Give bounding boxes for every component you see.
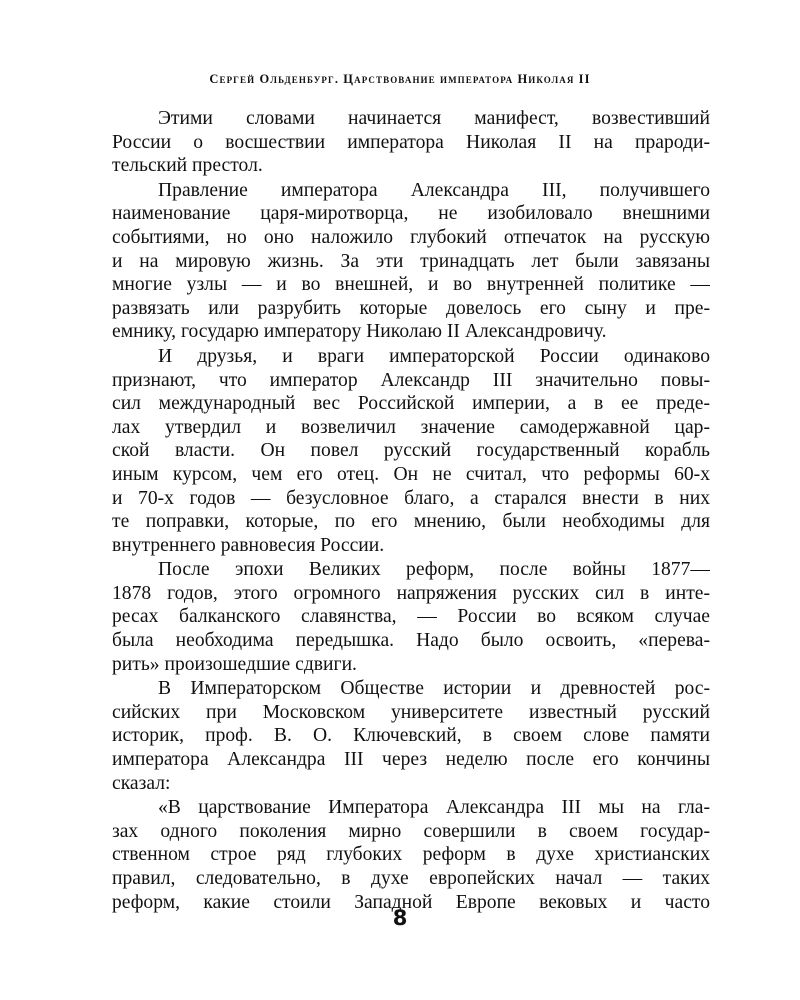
paragraph-1 <box>112 107 710 178</box>
text-line: ресах балканского славянства, — России во всяком случае <box>112 606 710 628</box>
text-line: тельский престол. <box>112 155 263 177</box>
paragraph-2 <box>112 179 710 344</box>
text-line: историк, проф. В. О. Ключевский, в своем слове памяти <box>112 725 710 747</box>
text-line: лах утвердил и возвеличил значение самодержавной цар- <box>112 416 710 438</box>
text-line: правил, следовательно, в духе европейских начал — таких <box>112 868 710 889</box>
text-line: ской власти. Он повел русский государственный корабль <box>112 440 710 462</box>
text-line: рить» произошедшие сдвиги. <box>112 653 357 675</box>
text-line: емнику, государю императору Николаю II Александровичу. <box>112 321 607 343</box>
text-line: и на мировую жизнь. За эти тринадцать лет были завязаны <box>112 250 710 272</box>
paragraph-4 <box>112 558 710 676</box>
text-line: И друзья, и враги императорской России одинаково <box>158 345 710 367</box>
text-line: Этими словами начинается манифест, возвестивший <box>158 108 710 129</box>
text-line: признают, что император Александр III значительно повы- <box>112 369 710 391</box>
text-line: развязать или разрубить которые довелось его сыну и пре- <box>112 297 710 319</box>
running-header: Сергей Ольденбург. Царствование императора Николая II <box>209 72 591 86</box>
text-line: была необходима передышка. Надо было освоить, «перева- <box>112 630 710 652</box>
text-line: наименование царя-миротворца, не изобиловало внешними <box>112 203 710 225</box>
paragraph-5 <box>112 677 710 795</box>
paragraph-3 <box>112 345 710 557</box>
body-text <box>112 107 710 915</box>
text-line: сил международный вес Российской империи, а в ее преде- <box>112 393 710 415</box>
text-line: «В царствование Императора Александра III мы на гла- <box>158 797 710 819</box>
text-line: иным курсом, чем его отец. Он не считал, что реформы 60-х <box>112 463 710 485</box>
text-line: зах одного поколения мирно совершили в своем государ- <box>112 820 710 842</box>
text-line: После эпохи Великих реформ, после войны 1877— <box>158 559 710 581</box>
text-line: В Императорском Обществе истории и древностей рос- <box>158 678 710 700</box>
text-line: внутреннего равновесия России. <box>112 534 385 556</box>
text-line: Правление императора Александра III, получившего <box>158 179 710 201</box>
text-line: императора Александра III через неделю после его кончины <box>112 749 710 771</box>
text-line: событиями, но оно наложило глубокий отпечаток на русскую <box>112 226 710 248</box>
text-line: 1878 годов, этого огромного напряжения русских сил в инте- <box>112 582 710 604</box>
paragraph-6-quote <box>112 796 710 914</box>
text-line: России о восшествии императора Николая II на прароди- <box>112 131 710 153</box>
page-number: 8 <box>392 906 408 930</box>
text-line: реформ, какие стоили Западной Европе вековых и часто <box>112 891 710 913</box>
text-line: сийских при Московском университете известный русский <box>112 701 710 723</box>
text-line: те поправки, которые, по его мнению, были необходимы для <box>112 511 710 533</box>
text-line: сказал: <box>112 772 171 794</box>
text-line: многие узлы — и во внешней, и во внутренней политике — <box>112 274 710 296</box>
text-line: и 70-х годов — безусловное благо, а старался внести в них <box>112 487 710 509</box>
text-line: ственном строе ряд глубоких реформ в духе христианских <box>112 844 710 866</box>
